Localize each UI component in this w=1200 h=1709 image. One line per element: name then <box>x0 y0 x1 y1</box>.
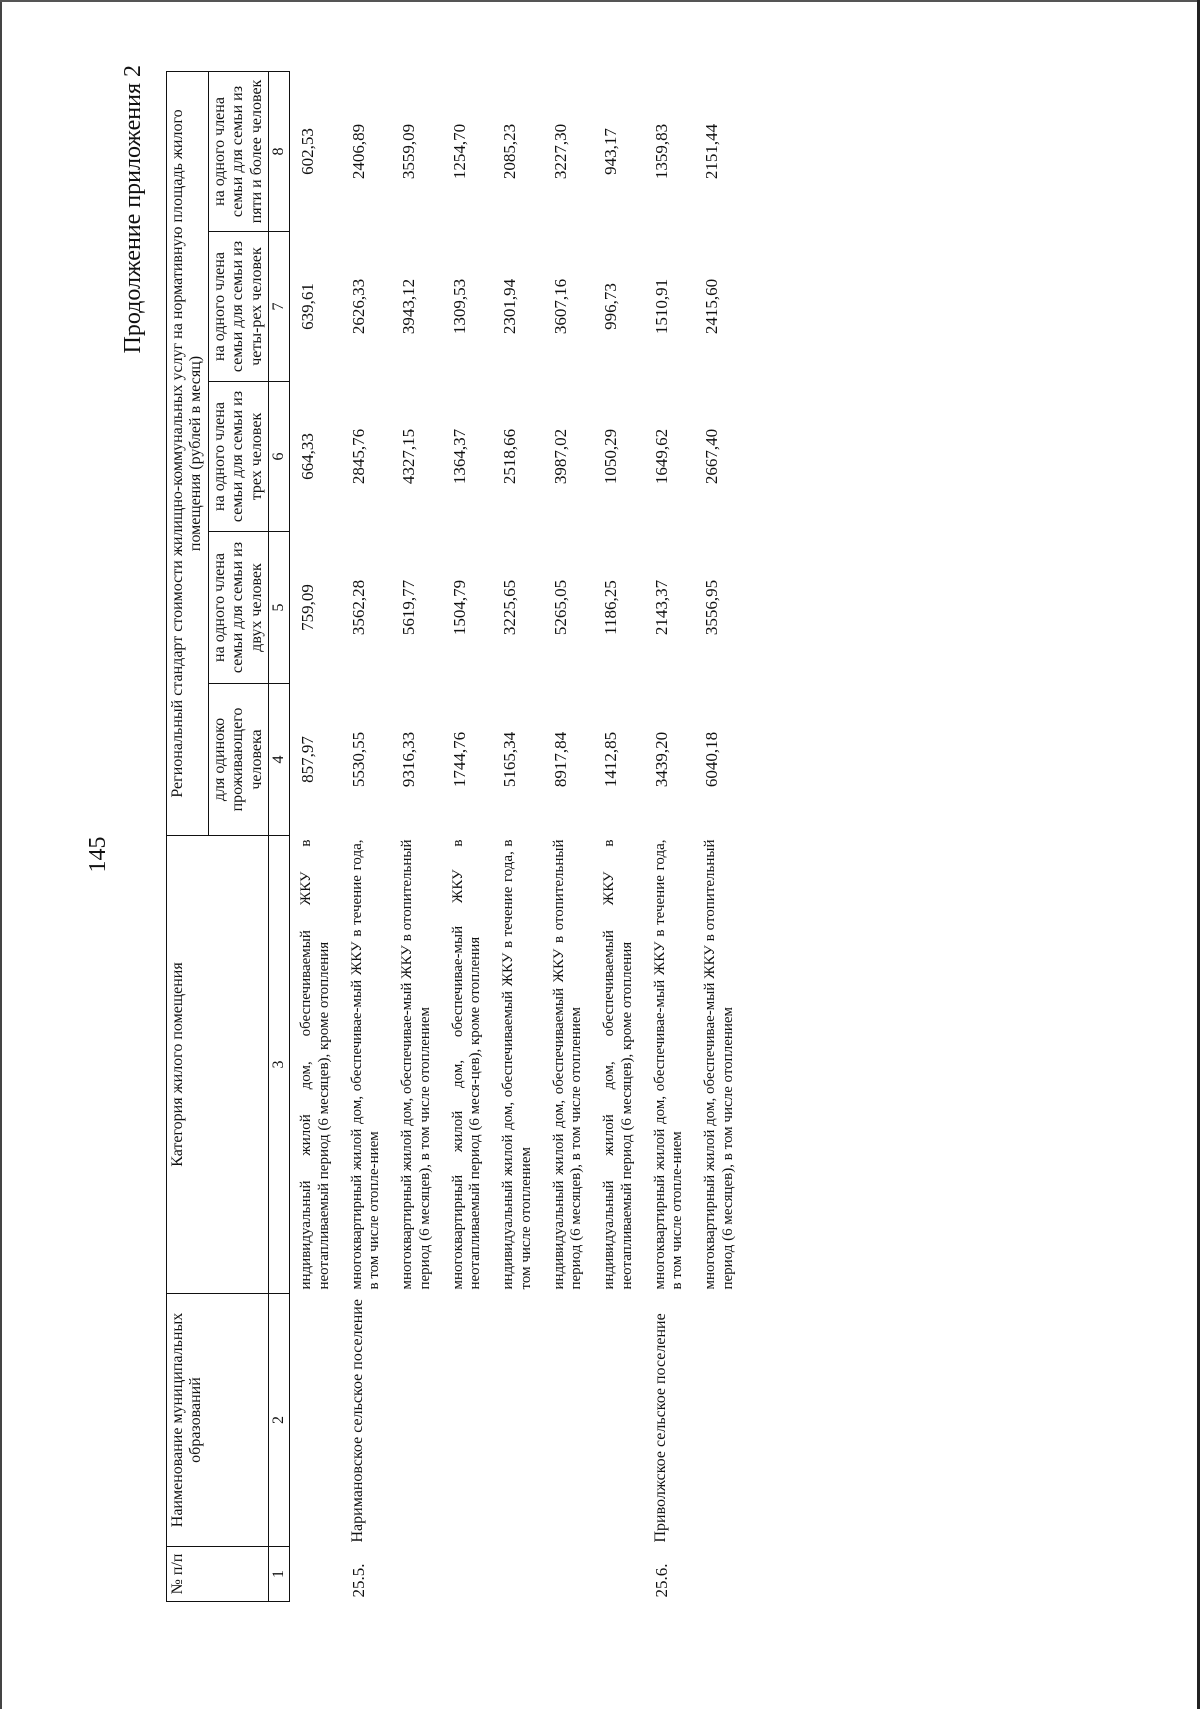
header-two-person: на одного члена семьи для семьи из двух человек <box>208 532 268 684</box>
header-three-person: на одного члена семьи для семьи из трех человек <box>208 382 268 532</box>
row-municipality <box>593 1294 644 1547</box>
value-three: 664,33 <box>298 433 318 480</box>
value-five-plus: 1359,83 <box>651 123 671 180</box>
value-two: 5619,77 <box>399 579 419 636</box>
value-single: 1744,76 <box>449 731 469 788</box>
value-three: 2518,66 <box>500 428 520 485</box>
row-index <box>543 1547 594 1602</box>
column-number: 7 <box>268 232 289 382</box>
table-row <box>442 71 493 1601</box>
row-index <box>694 1547 745 1602</box>
row-index: 25.6. <box>651 1563 671 1598</box>
header-four-person: на одного члена семьи для семьи из четы-рех человек <box>208 232 268 382</box>
value-four: 3943,12 <box>399 278 419 335</box>
row-index <box>492 1547 543 1602</box>
value-four: 3607,16 <box>550 278 570 335</box>
table-row <box>644 71 695 1601</box>
table-row <box>391 71 442 1601</box>
value-three: 2845,76 <box>348 428 368 485</box>
row-municipality <box>694 1294 745 1547</box>
value-two: 759,09 <box>298 584 318 631</box>
row-index <box>290 1547 341 1602</box>
value-two: 1186,25 <box>601 580 621 635</box>
value-five-plus: 1254,70 <box>449 123 469 180</box>
header-group: Региональный стандарт стоимости жилищно-коммунальных услуг на нормативную площадь жилого помещения (рублей в месяц) <box>167 71 209 835</box>
cost-standard-table <box>166 71 745 1602</box>
value-four: 639,61 <box>298 283 318 330</box>
value-single: 1412,85 <box>601 731 621 788</box>
table-row <box>341 71 392 1601</box>
header-single-person: для одиноко проживающего человека <box>208 684 268 836</box>
row-municipality: Наримановское сельское поселение <box>348 1299 366 1543</box>
value-two: 5265,05 <box>550 579 570 636</box>
column-number: 5 <box>268 532 289 684</box>
header-municipality: Наименование муниципальных образований <box>167 1294 269 1547</box>
table-row <box>593 71 644 1601</box>
header-row-1 <box>167 71 209 1601</box>
value-five-plus: 602,53 <box>298 128 318 175</box>
value-single: 8917,84 <box>550 731 570 788</box>
row-municipality <box>391 1294 442 1547</box>
row-municipality: Приволжское сельское поселение <box>651 1313 669 1543</box>
value-five-plus: 2151,44 <box>702 123 722 180</box>
table-header <box>167 71 290 1601</box>
column-number: 8 <box>268 71 289 231</box>
value-two: 3556,95 <box>702 579 722 636</box>
row-category: индивидуальный жилой дом, обеспечиваемый ЖКУ в отопительный период (6 месяцев), в том числе отоплением <box>550 839 585 1290</box>
table-row <box>290 71 341 1601</box>
row-municipality <box>442 1294 493 1547</box>
value-five-plus: 2085,23 <box>500 123 520 180</box>
row-index <box>442 1547 493 1602</box>
value-three: 4327,15 <box>399 428 419 485</box>
value-three: 1364,37 <box>449 428 469 485</box>
row-category: индивидуальный жилой дом, обеспечиваемый ЖКУ в неотапливаемый период (6 месяцев), кроме отопления <box>601 839 635 1290</box>
row-municipality <box>290 1294 341 1547</box>
page-number: 145 <box>85 836 111 873</box>
value-five-plus: 3559,09 <box>399 123 419 180</box>
value-single: 857,97 <box>298 736 318 783</box>
value-four: 2415,60 <box>702 278 722 335</box>
column-number: 4 <box>268 684 289 836</box>
value-single: 5530,55 <box>348 731 368 788</box>
value-five-plus: 943,17 <box>601 128 621 175</box>
column-number-row <box>268 71 289 1601</box>
value-five-plus: 3227,30 <box>550 123 570 180</box>
table-row <box>492 71 543 1601</box>
row-index: 25.5. <box>348 1563 368 1598</box>
value-two: 1504,79 <box>449 579 469 636</box>
table-row <box>694 71 745 1601</box>
row-municipality <box>492 1294 543 1547</box>
value-four: 2626,33 <box>348 278 368 335</box>
value-three: 1649,62 <box>651 428 671 485</box>
table-body <box>290 71 745 1601</box>
value-five-plus: 2406,89 <box>348 123 368 180</box>
column-number: 6 <box>268 382 289 532</box>
column-number: 1 <box>268 1547 289 1602</box>
row-category: многоквартирный жилой дом, обеспечивае-мый ЖКУ в отопительный период (6 месяцев), в том числе отоплением <box>702 839 736 1290</box>
value-single: 3439,20 <box>651 731 671 788</box>
row-category: многоквартирный жилой дом, обеспечивае-мый ЖКУ в течение года, в том числе отопле-нием <box>348 839 383 1290</box>
table-row <box>543 71 594 1601</box>
value-single: 6040,18 <box>702 731 722 788</box>
row-category: многоквартирный жилой дом, обеспечивае-мый ЖКУ в неотапливаемый период (6 меся-цев), кроме отопления <box>449 839 484 1290</box>
row-index <box>593 1547 644 1602</box>
row-category: многоквартирный жилой дом, обеспечивае-мый ЖКУ в отопительный период (6 месяцев), в том числе отоплением <box>399 839 433 1290</box>
value-three: 1050,29 <box>601 428 621 485</box>
row-category: индивидуальный жилой дом, обеспечиваемый ЖКУ в неотапливаемый период (6 месяцев), кроме отопления <box>298 839 332 1290</box>
column-number: 2 <box>268 1294 289 1547</box>
value-two: 3562,28 <box>348 579 368 636</box>
appendix-note: Продолжение приложения 2 <box>120 65 146 354</box>
value-single: 9316,33 <box>399 731 419 788</box>
header-five-plus-person: на одного члена семьи для семьи из пяти и более человек <box>208 71 268 231</box>
row-index <box>391 1547 442 1602</box>
value-four: 2301,94 <box>500 278 520 335</box>
value-four: 1309,53 <box>449 278 469 335</box>
value-two: 2143,37 <box>651 579 671 636</box>
header-category: Категория жилого помещения <box>167 836 269 1294</box>
header-index: № п/п <box>167 1547 269 1602</box>
row-municipality <box>543 1294 594 1547</box>
value-two: 3225,65 <box>500 579 520 636</box>
column-number: 3 <box>268 836 289 1294</box>
value-three: 2667,40 <box>702 428 722 485</box>
row-category: индивидуальный жилой дом, обеспечиваемый ЖКУ в течение года, в том числе отоплением <box>500 839 534 1290</box>
value-three: 3987,02 <box>550 428 570 485</box>
value-four: 1510,91 <box>651 278 671 335</box>
value-single: 5165,34 <box>500 731 520 788</box>
row-category: многоквартирный жилой дом, обеспечивае-мый ЖКУ в течение года, в том числе отопле-нием <box>651 839 686 1290</box>
value-four: 996,73 <box>601 283 621 330</box>
